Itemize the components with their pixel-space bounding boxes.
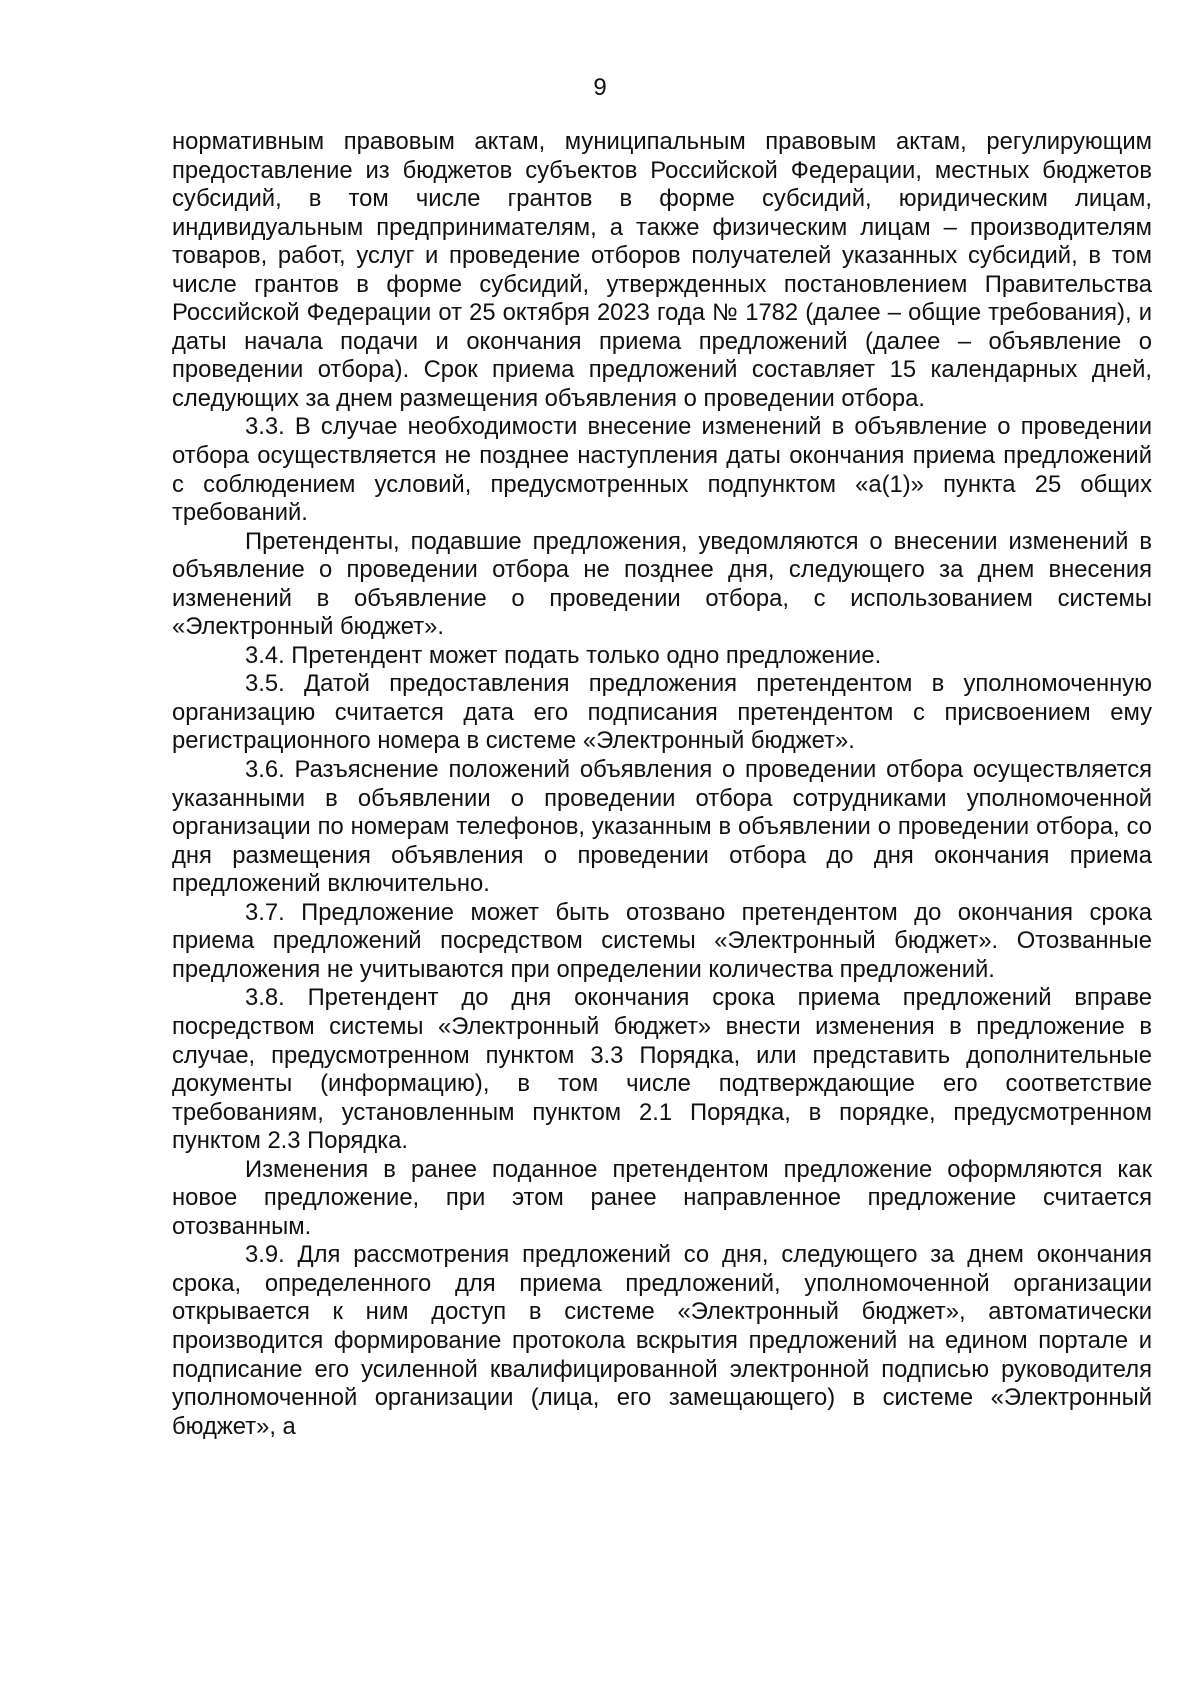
paragraph-3-5: 3.5. Датой предоставления предложения претендентом в уполномоченную организацию считается дата его подписания претендентом с присвоением ему регистрационного номера в системе «Электронный бюджет». bbox=[172, 670, 1152, 755]
document-body bbox=[172, 128, 1152, 1441]
page-number: 9 bbox=[593, 74, 607, 101]
paragraph-3-8: 3.8. Претендент до дня окончания срока приема предложений вправе посредством системы «Электронный бюджет» внести изменения в предложение в случае, предусмотренном пунктом 3.3 Порядка, или представить дополнительные документы (информацию), в том числе подтверждающие его соответствие требованиям, установленным пунктом 2.1 Порядка, в порядке, предусмотренном пунктом 2.3 Порядка. bbox=[172, 984, 1152, 1155]
paragraph-3-4: 3.4. Претендент может подать только одно предложение. bbox=[245, 641, 882, 669]
paragraph-continuation: нормативным правовым актам, муниципальным правовым актам, регулирующим предоставление из бюджетов субъектов Российской Федерации, местных бюджетов субсидий, в том числе грантов в форме субсидий, юридическим лицам, индивидуальным предпринимателям, а также физическим лицам – производителям товаров, работ, услуг и проведение отборов получателей указанных субсидий, в том числе грантов в форме субсидий, утвержденных постановлением Правительства Российской Федерации от 25 октября 2023 года № 1782 (далее – общие требования), и даты начала подачи и окончания приема предложений (далее – объявление о проведении отбора). Срок приема предложений составляет 15 календарных дней, следующих за днем размещения объявления о проведении отбора. bbox=[172, 128, 1152, 412]
paragraph-changes-note: Изменения в ранее поданное претендентом предложение оформляются как новое предложение, при этом ранее направленное предложение считается отозванным. bbox=[172, 1155, 1152, 1240]
paragraph-3-9: 3.9. Для рассмотрения предложений со дня, следующего за днем окончания срока, определенного для приема предложений, уполномоченной организации открывается к ним доступ в системе «Электронный бюджет», автоматически производится формирование протокола вскрытия предложений на едином портале и подписание его усиленной квалифицированной электронной подписью руководителя уполномоченной организации (лица, его замещающего) в системе «Электронный бюджет», а bbox=[172, 1241, 1152, 1440]
paragraph-3-6: 3.6. Разъяснение положений объявления о проведении отбора осуществляется указанными в объявлении о проведении отбора сотрудниками уполномоченной организации по номерам телефонов, указанным в объявлении о проведении отбора, со дня размещения объявления о проведении отбора до дня окончания приема предложений включительно. bbox=[172, 756, 1152, 898]
paragraph-applicants-notice: Претенденты, подавшие предложения, уведомляются о внесении изменений в объявление о проведении отбора не позднее дня, следующего за днем внесения изменений в объявление о проведении отбора, с использованием системы «Электронный бюджет». bbox=[172, 527, 1152, 641]
paragraph-3-7: 3.7. Предложение может быть отозвано претендентом до окончания срока приема предложений посредством системы «Электронный бюджет». Отозванные предложения не учитываются при определении количества предложений. bbox=[172, 898, 1152, 983]
paragraph-3-3: 3.3. В случае необходимости внесение изменений в объявление о проведении отбора осуществляется не позднее наступления даты окончания приема предложений с соблюдением условий, предусмотренных подпунктом «а(1)» пункта 25 общих требований. bbox=[172, 413, 1152, 527]
